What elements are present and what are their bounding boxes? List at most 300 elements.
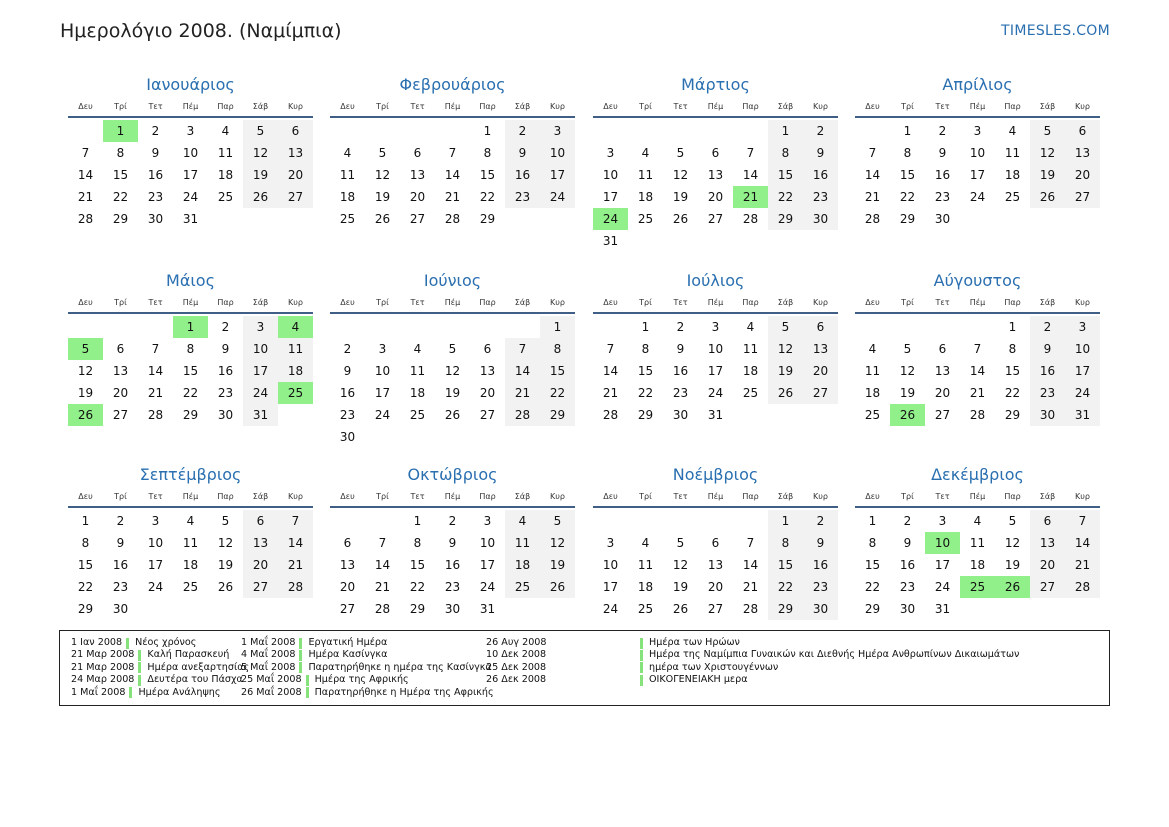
day-cell: 29: [768, 208, 803, 230]
legend-marker: [138, 650, 141, 661]
day-cell: 27: [479, 408, 496, 422]
weekday-label: Κυρ: [813, 298, 828, 307]
day-cell: 3: [540, 120, 575, 142]
day-cell: 14: [1065, 532, 1100, 554]
legend-holiday-name: Δευτέρα του Πάσχα: [147, 674, 243, 686]
legend-holiday-name: Εργατική Ημέρα: [308, 637, 388, 648]
day-cell: 1: [540, 316, 575, 338]
legend-marker: [299, 638, 302, 649]
holiday-day-cell: 26: [890, 404, 925, 426]
day-cell: 6: [1030, 510, 1065, 532]
day-cell: 20: [1065, 164, 1100, 186]
day-grid: [330, 510, 575, 620]
weekday-label: Τετ: [673, 492, 688, 501]
day-cell: 14: [742, 168, 759, 182]
weekday-label: Κυρ: [1075, 492, 1090, 501]
day-cell: 14: [969, 364, 986, 378]
weekday-label: Σάβ: [514, 102, 531, 111]
month-name: Ιούνιος: [423, 271, 482, 290]
day-cell: 12: [217, 536, 234, 550]
day-cell: 31: [182, 212, 199, 226]
day-cell: 9: [1030, 338, 1065, 360]
legend-row: [241, 662, 494, 674]
day-cell: 25: [637, 602, 654, 616]
day-cell: 21: [278, 554, 313, 576]
empty-cell: [925, 316, 960, 338]
day-cell: 30: [934, 212, 951, 226]
legend-row: [71, 687, 249, 699]
weekday-label: Παρ: [742, 492, 759, 501]
day-cell: 6: [1065, 120, 1100, 142]
legend-marker: [640, 675, 643, 686]
day-cell: 15: [768, 164, 803, 186]
day-cell: 29: [182, 408, 199, 422]
legend-marker: [138, 662, 141, 673]
day-cell: 20: [243, 554, 278, 576]
legend-row: [636, 674, 1019, 686]
day-cell: 7: [1065, 510, 1100, 532]
day-cell: 12: [768, 338, 803, 360]
day-cell: 17: [934, 558, 951, 572]
day-cell: 13: [339, 558, 356, 572]
legend-column: [636, 637, 1019, 687]
day-cell: 14: [278, 532, 313, 554]
month-name: Δεκέμβριος: [931, 465, 1024, 484]
legend-marker: [306, 675, 309, 686]
day-cell: 23: [899, 580, 916, 594]
day-cell: 31: [1065, 404, 1100, 426]
day-cell: 10: [602, 558, 619, 572]
day-cell: 22: [479, 190, 496, 204]
day-cell: 26: [768, 382, 803, 404]
legend-date: 24 Μαρ 2008: [71, 674, 135, 686]
weekday-label: Δευ: [78, 102, 93, 111]
legend-column: [241, 637, 494, 699]
day-cell: 2: [803, 510, 838, 532]
day-cell: 15: [479, 168, 496, 182]
month-name: Οκτώβριος: [407, 465, 498, 484]
legend-row: [241, 637, 494, 649]
day-cell: 15: [899, 168, 916, 182]
weekday-label: Δευ: [865, 492, 880, 501]
weekday-header: [593, 98, 838, 118]
legend-holiday-name: Παρατηρήθηκε η ημέρα της Κασίνγκα: [308, 661, 492, 673]
day-cell: 11: [217, 146, 234, 160]
day-cell: 24: [602, 602, 619, 616]
weekday-label: Δευ: [603, 298, 618, 307]
legend-holiday-name: Ημέρα των Ηρώων: [649, 637, 740, 648]
weekday-label: Τετ: [148, 102, 163, 111]
empty-cell: [435, 120, 470, 142]
legend-date: 1 Μαΐ 2008: [71, 686, 126, 698]
day-cell: 21: [1065, 554, 1100, 576]
weekday-label: Τρί: [901, 492, 914, 501]
weekday-label: Δευ: [603, 102, 618, 111]
weekday-label: Παρ: [742, 298, 759, 307]
day-cell: 22: [768, 576, 803, 598]
empty-cell: [330, 316, 365, 338]
day-cell: 6: [116, 342, 125, 356]
weekday-label: Σάβ: [252, 298, 269, 307]
day-cell: 6: [483, 342, 492, 356]
day-cell: 3: [606, 536, 615, 550]
day-cell: 13: [112, 364, 129, 378]
empty-cell: [330, 120, 365, 142]
day-cell: 2: [343, 342, 352, 356]
day-cell: 23: [444, 580, 461, 594]
day-grid: [68, 510, 313, 620]
day-cell: 15: [112, 168, 129, 182]
day-cell: 28: [602, 408, 619, 422]
month-name: Ιούλιος: [686, 271, 745, 290]
day-cell: 22: [182, 386, 199, 400]
empty-cell: [628, 120, 663, 142]
month-block: [593, 268, 838, 426]
day-cell: 10: [1065, 338, 1100, 360]
day-cell: 4: [973, 514, 982, 528]
month-block: [330, 268, 575, 448]
day-cell: 22: [77, 580, 94, 594]
weekday-label: Τετ: [935, 492, 950, 501]
day-cell: 29: [540, 404, 575, 426]
day-cell: 19: [899, 386, 916, 400]
holiday-day-cell: 25: [960, 576, 995, 598]
legend-date: 4 Μαΐ 2008: [241, 649, 296, 661]
day-cell: 30: [803, 208, 838, 230]
day-cell: 30: [147, 212, 164, 226]
empty-cell: [698, 120, 733, 142]
day-cell: 12: [444, 364, 461, 378]
day-cell: 8: [483, 146, 492, 160]
weekday-label: Τρί: [376, 298, 389, 307]
day-cell: 25: [864, 408, 881, 422]
legend-date: 26 Μαΐ 2008: [241, 686, 302, 698]
weekday-label: Πέμ: [444, 298, 461, 307]
legend-holiday-name: Ημέρα ανεξαρτησίας: [147, 661, 250, 673]
day-cell: 31: [934, 602, 951, 616]
day-cell: 5: [221, 514, 230, 528]
day-cell: 10: [182, 146, 199, 160]
weekday-label: Τρί: [639, 102, 652, 111]
day-cell: 3: [711, 320, 720, 334]
legend-marker: [640, 638, 643, 649]
day-cell: 22: [409, 580, 426, 594]
empty-cell: [663, 120, 698, 142]
day-cell: 1: [81, 514, 90, 528]
weekday-label: Δευ: [340, 102, 355, 111]
day-cell: 28: [444, 212, 461, 226]
day-cell: 18: [217, 168, 234, 182]
empty-cell: [628, 510, 663, 532]
day-cell: 13: [803, 338, 838, 360]
weekday-label: Τετ: [410, 102, 425, 111]
day-cell: 14: [864, 168, 881, 182]
weekday-label: Πέμ: [969, 298, 986, 307]
day-cell: 31: [479, 602, 496, 616]
day-cell: 13: [278, 142, 313, 164]
day-cell: 4: [641, 536, 650, 550]
holiday-day-cell: 1: [103, 120, 138, 142]
day-cell: 15: [864, 558, 881, 572]
day-cell: 1: [868, 514, 877, 528]
day-cell: 24: [969, 190, 986, 204]
day-cell: 4: [221, 124, 230, 138]
day-cell: 17: [182, 168, 199, 182]
holiday-legend: [59, 630, 1110, 706]
day-cell: 2: [151, 124, 160, 138]
weekday-label: Σάβ: [514, 492, 531, 501]
month-block: [593, 72, 838, 252]
day-cell: 5: [243, 120, 278, 142]
weekday-label: Κυρ: [813, 102, 828, 111]
day-cell: 22: [1004, 386, 1021, 400]
weekday-label: Τρί: [901, 298, 914, 307]
weekday-label: Δευ: [865, 102, 880, 111]
legend-row: [241, 687, 494, 699]
day-cell: 28: [77, 212, 94, 226]
day-cell: 19: [444, 386, 461, 400]
empty-cell: [330, 510, 365, 532]
day-cell: 31: [707, 408, 724, 422]
day-cell: 7: [151, 342, 160, 356]
day-cell: 16: [672, 364, 689, 378]
day-cell: 7: [505, 338, 540, 360]
day-cell: 24: [707, 386, 724, 400]
day-cell: 21: [147, 386, 164, 400]
day-cell: 7: [746, 536, 755, 550]
day-cell: 14: [444, 168, 461, 182]
day-cell: 15: [1004, 364, 1021, 378]
day-cell: 12: [1030, 142, 1065, 164]
day-cell: 20: [278, 164, 313, 186]
day-cell: 24: [374, 408, 391, 422]
legend-holiday-name: Παρατηρήθηκε η Ημέρα της Αφρικής: [314, 686, 494, 698]
day-cell: 7: [973, 342, 982, 356]
day-cell: 16: [899, 558, 916, 572]
day-cell: 9: [903, 536, 912, 550]
day-cell: 29: [637, 408, 654, 422]
weekday-header: [855, 488, 1100, 508]
day-cell: 9: [448, 536, 457, 550]
day-cell: 13: [243, 532, 278, 554]
weekday-label: Τετ: [410, 492, 425, 501]
day-cell: 8: [540, 338, 575, 360]
day-cell: 8: [641, 342, 650, 356]
day-cell: 4: [343, 146, 352, 160]
weekday-label: Παρ: [1004, 298, 1021, 307]
weekday-label: Πέμ: [969, 492, 986, 501]
day-cell: 30: [339, 430, 356, 444]
legend-marker: [306, 687, 309, 698]
empty-cell: [435, 316, 470, 338]
day-cell: 18: [1004, 168, 1021, 182]
day-cell: 17: [374, 386, 391, 400]
empty-cell: [593, 316, 628, 338]
legend-row: [486, 637, 547, 649]
day-grid: [855, 316, 1100, 426]
day-cell: 20: [934, 386, 951, 400]
legend-row: [636, 662, 1019, 674]
legend-date: 1 Ιαν 2008: [71, 637, 123, 648]
empty-cell: [890, 316, 925, 338]
day-cell: 19: [77, 386, 94, 400]
weekday-label: Πέμ: [969, 102, 986, 111]
day-cell: 6: [711, 536, 720, 550]
day-cell: 21: [77, 190, 94, 204]
day-cell: 18: [637, 190, 654, 204]
empty-cell: [365, 316, 400, 338]
day-cell: 28: [864, 212, 881, 226]
empty-cell: [855, 316, 890, 338]
weekday-label: Παρ: [217, 492, 234, 501]
day-cell: 1: [641, 320, 650, 334]
day-cell: 25: [217, 190, 234, 204]
day-cell: 17: [602, 580, 619, 594]
day-cell: 3: [606, 146, 615, 160]
day-cell: 11: [969, 536, 986, 550]
weekday-label: Τρί: [114, 492, 127, 501]
weekday-label: Δευ: [340, 492, 355, 501]
legend-date: 21 Μαρ 2008: [71, 649, 135, 661]
weekday-label: Κυρ: [813, 492, 828, 501]
legend-marker: [640, 662, 643, 673]
legend-row: [71, 662, 249, 674]
weekday-label: Κυρ: [550, 298, 565, 307]
day-cell: 12: [77, 364, 94, 378]
weekday-label: Παρ: [217, 298, 234, 307]
day-cell: 20: [707, 190, 724, 204]
weekday-label: Τρί: [376, 492, 389, 501]
day-cell: 23: [112, 580, 129, 594]
day-cell: 20: [409, 190, 426, 204]
day-cell: 29: [1004, 408, 1021, 422]
day-cell: 25: [182, 580, 199, 594]
weekday-header: [330, 294, 575, 314]
day-cell: 15: [540, 360, 575, 382]
empty-cell: [593, 120, 628, 142]
day-cell: 21: [444, 190, 461, 204]
day-cell: 25: [637, 212, 654, 226]
weekday-label: Τετ: [673, 298, 688, 307]
day-cell: 3: [243, 316, 278, 338]
day-cell: 21: [505, 382, 540, 404]
weekday-label: Τετ: [935, 102, 950, 111]
day-cell: 8: [186, 342, 195, 356]
weekday-label: Πέμ: [182, 492, 199, 501]
site-link[interactable]: TIMESLES.COM: [1001, 23, 1110, 39]
empty-cell: [593, 510, 628, 532]
day-cell: 26: [1030, 186, 1065, 208]
day-cell: 12: [672, 168, 689, 182]
day-cell: 7: [81, 146, 90, 160]
day-cell: 28: [1065, 576, 1100, 598]
weekday-label: Δευ: [78, 298, 93, 307]
day-cell: 28: [742, 212, 759, 226]
day-cell: 25: [505, 576, 540, 598]
day-cell: 29: [479, 212, 496, 226]
month-name: Αύγουστος: [933, 271, 1022, 290]
day-cell: 3: [1065, 316, 1100, 338]
day-cell: 23: [803, 186, 838, 208]
day-cell: 20: [803, 360, 838, 382]
day-cell: 29: [899, 212, 916, 226]
day-cell: 4: [746, 320, 755, 334]
weekday-label: Τετ: [148, 298, 163, 307]
day-cell: 19: [540, 554, 575, 576]
weekday-label: Τρί: [376, 102, 389, 111]
day-grid: [330, 316, 575, 448]
day-cell: 2: [1030, 316, 1065, 338]
weekday-label: Παρ: [742, 102, 759, 111]
page-title: Ημερολόγιο 2008. (Ναμίμπια): [60, 20, 342, 42]
weekday-label: Τετ: [935, 298, 950, 307]
day-cell: 1: [903, 124, 912, 138]
day-cell: 21: [742, 580, 759, 594]
day-cell: 22: [864, 580, 881, 594]
day-cell: 13: [934, 364, 951, 378]
legend-row: [636, 637, 1019, 649]
weekday-header: [330, 488, 575, 508]
day-cell: 7: [606, 342, 615, 356]
day-cell: 27: [339, 602, 356, 616]
day-cell: 14: [742, 558, 759, 572]
weekday-header: [855, 294, 1100, 314]
empty-cell: [68, 120, 103, 142]
day-cell: 16: [339, 386, 356, 400]
day-cell: 22: [540, 382, 575, 404]
weekday-label: Κυρ: [288, 102, 303, 111]
day-cell: 15: [637, 364, 654, 378]
day-cell: 21: [602, 386, 619, 400]
day-cell: 15: [768, 554, 803, 576]
day-cell: 24: [540, 186, 575, 208]
day-cell: 8: [81, 536, 90, 550]
day-cell: 19: [1004, 558, 1021, 572]
day-cell: 23: [339, 408, 356, 422]
day-cell: 30: [1030, 404, 1065, 426]
day-cell: 8: [1008, 342, 1017, 356]
day-cell: 18: [409, 386, 426, 400]
month-block: [330, 72, 575, 230]
day-cell: 28: [742, 602, 759, 616]
day-cell: 23: [505, 186, 540, 208]
day-cell: 23: [1030, 382, 1065, 404]
day-cell: 7: [278, 510, 313, 532]
day-cell: 4: [505, 510, 540, 532]
month-block: [68, 462, 313, 620]
legend-marker: [299, 662, 302, 673]
weekday-label: Τρί: [639, 298, 652, 307]
day-cell: 30: [672, 408, 689, 422]
day-cell: 22: [637, 386, 654, 400]
empty-cell: [470, 316, 505, 338]
day-cell: 25: [742, 386, 759, 400]
day-cell: 21: [864, 190, 881, 204]
legend-holiday-name: Ημέρα Ανάληψης: [138, 686, 221, 698]
day-cell: 14: [602, 364, 619, 378]
weekday-label: Σάβ: [1039, 492, 1056, 501]
legend-row: [486, 674, 547, 686]
day-cell: 3: [378, 342, 387, 356]
weekday-header: [68, 294, 313, 314]
weekday-label: Παρ: [217, 102, 234, 111]
day-cell: 29: [112, 212, 129, 226]
day-cell: 12: [1004, 536, 1021, 550]
day-cell: 16: [803, 164, 838, 186]
day-cell: 12: [243, 142, 278, 164]
day-cell: 5: [903, 342, 912, 356]
day-cell: 24: [934, 580, 951, 594]
